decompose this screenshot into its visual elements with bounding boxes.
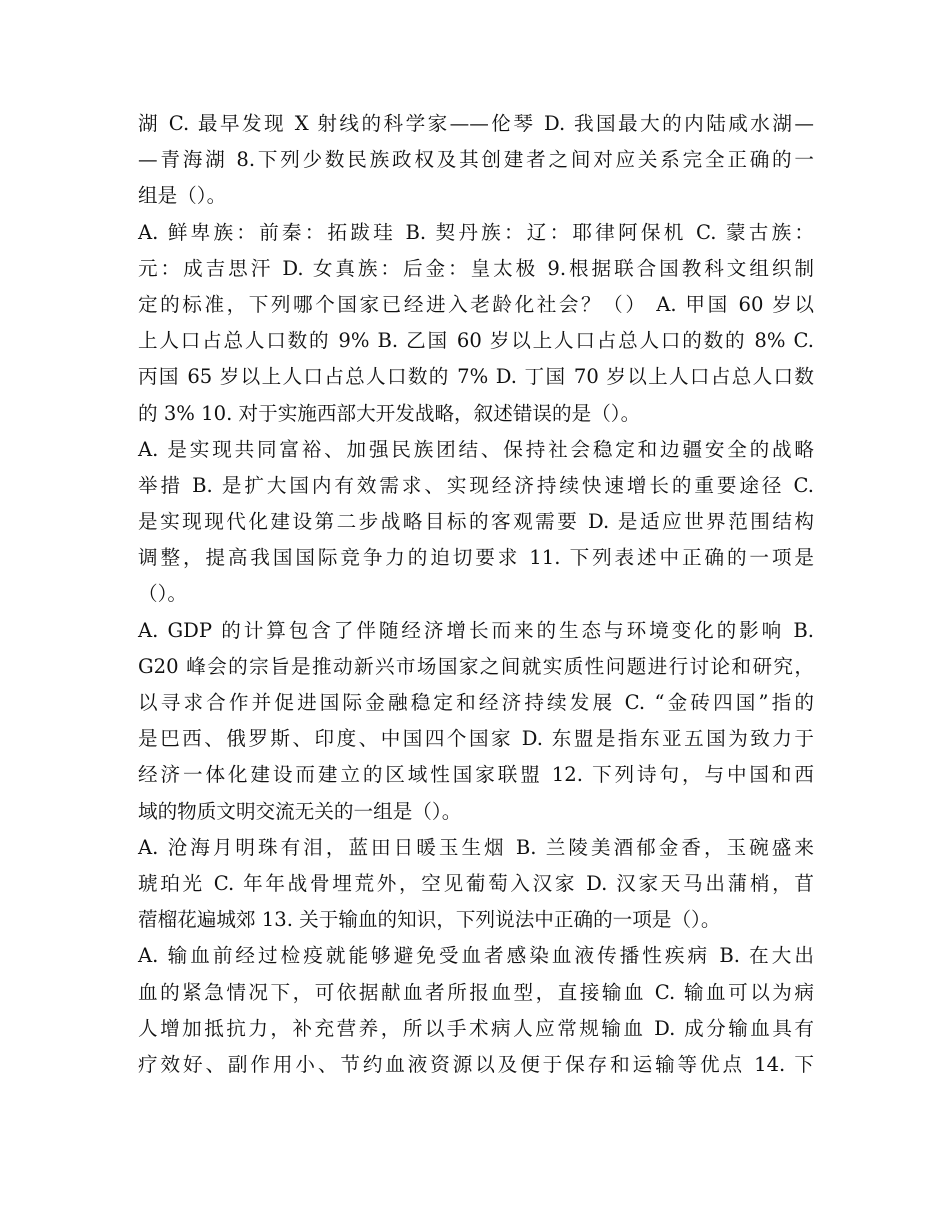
text-line-12: 是实现现代化建设第二步战略目标的客观需要 D. 是适应世界范围结构 [138, 510, 814, 534]
text-line-11: 举措 B. 是扩大国内有效需求、实现经济持续快速增长的重要途径 C. [138, 473, 814, 497]
text-line-16: G20 峰会的宗旨是推动新兴市场国家之间就实质性问题进行讨论和研究， [138, 654, 814, 678]
text-line-13: 调整，提高我国国际竞争力的迫切要求 11. 下列表述中正确的一项是 [138, 546, 814, 570]
document-page [138, 106, 814, 1083]
text-line-21: A. 沧海月明珠有泪，蓝田日暖玉生烟 B. 兰陵美酒郁金香，玉碗盛来 [138, 835, 814, 859]
text-line-19: 经济一体化建设而建立的区域性国家联盟 12. 下列诗句，与中国和西 [138, 763, 814, 787]
text-line-24: A. 输血前经过检疫就能够避免受血者感染血液传播性疾病 B. 在大出 [138, 944, 814, 968]
text-line-20: 域的物质文明交流无关的一组是（）。 [138, 799, 462, 823]
text-line-14: （）。 [138, 582, 187, 606]
text-line-8: 丙国 65 岁以上人口占总人口数的 7% D. 丁国 70 岁以上人口占总人口数 [138, 365, 814, 389]
text-line-15: A. GDP 的计算包含了伴随经济增长而来的生态与环境变化的影响 B. [138, 618, 814, 642]
text-line-9: 的 3% 10. 对于实施西部大开发战略，叙述错误的是（）。 [138, 401, 641, 425]
document-body [138, 106, 814, 1083]
text-line-27: 疗效好、副作用小、节约血液资源以及便于保存和运输等优点 14. 下 [138, 1052, 814, 1076]
text-line-26: 人增加抵抗力，补充营养，所以手术病人应常规输血 D. 成分输血具有 [138, 1016, 814, 1040]
text-line-4: A. 鲜卑族：前秦：拓跋珪 B. 契丹族：辽：耶律阿保机 C. 蒙古族： [138, 220, 814, 244]
text-line-23: 蓿榴花遍城郊 13. 关于输血的知识，下列说法中正确的一项是（）。 [138, 908, 721, 932]
text-line-1: 湖 C. 最早发现 X 射线的科学家——伦琴 D. 我国最大的内陆咸水湖— [138, 112, 814, 135]
text-line-7: 上人口占总人口数的 9% B. 乙国 60 岁以上人口占总人口的数的 8% C. [138, 329, 814, 353]
text-line-5: 元：成吉思汗 D. 女真族：后金：皇太极 9.根据联合国教科文组织制 [138, 256, 814, 280]
text-line-10: A. 是实现共同富裕、加强民族团结、保持社会稳定和边疆安全的战略 [138, 437, 814, 461]
text-line-25: 血的紧急情况下，可依据献血者所报血型，直接输血 C. 输血可以为病 [138, 980, 814, 1004]
text-line-22: 琥珀光 C. 年年战骨埋荒外，空见葡萄入汉家 D. 汉家天马出蒲梢，苜 [138, 871, 814, 895]
text-line-2: —青海湖 8.下列少数民族政权及其创建者之间对应关系完全正确的一 [138, 148, 814, 172]
text-line-6: 定的标准，下列哪个国家已经进入老龄化社会？（） A. 甲国 60 岁以 [138, 292, 814, 316]
text-line-18: 是巴西、俄罗斯、印度、中国四个国家 D. 东盟是指东亚五国为致力于 [138, 727, 814, 751]
text-line-3: 组是（）。 [138, 184, 227, 208]
text-line-17: 以寻求合作并促进国际金融稳定和经济持续发展 C. “金砖四国”指的 [138, 691, 814, 714]
